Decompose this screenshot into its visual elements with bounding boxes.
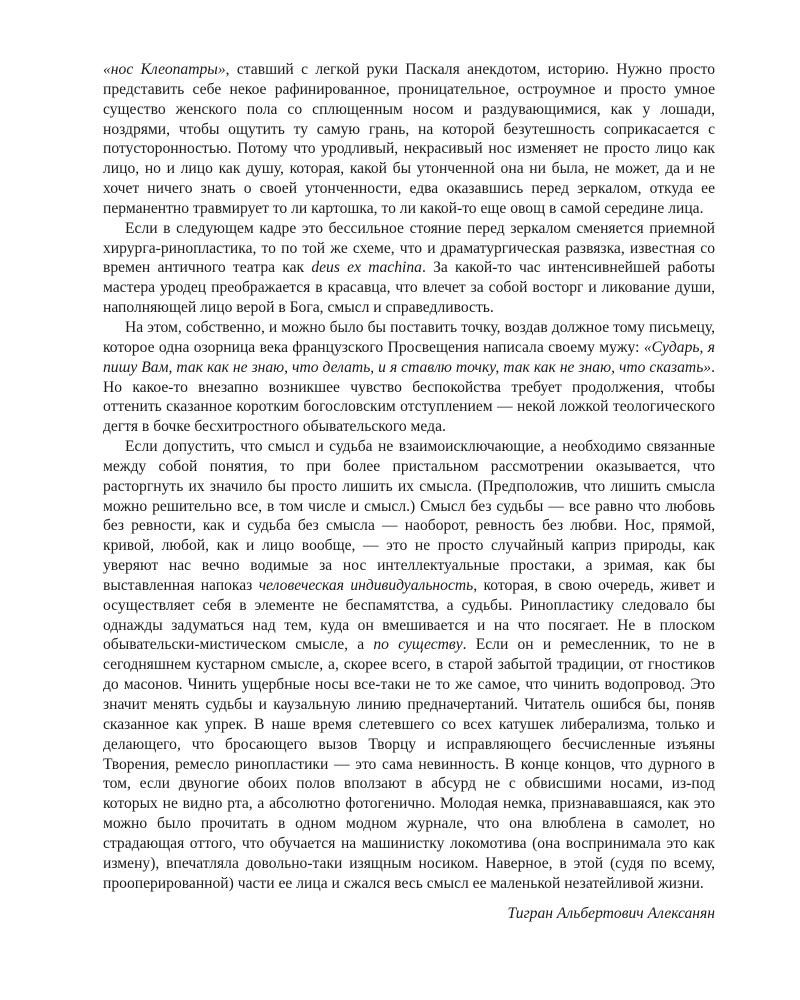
author-signature: Тигран Альбертович Алексанян — [507, 905, 715, 923]
paragraph-1-part-2: , ставший с легкой руки Паскаля анекдотом, историю. Нужно просто представить себе некое рафинированное, проницательное, остроумное и просто умное существо женского пола со сплющенным носом и раздувающимися, как у лошади, ноздрями, чтобы ощутить ту самую грань, на которой безутешность соприкасается с потусторонностью. Потому что уродливый, некрасивый нос изменяет не просто лицо как лицо, но и лицо как душу, которая, какой бы утонченной она ни была, не может, да и не хочет ничего знать о своей утонченности, едва оказавшись перед зеркалом, откуда ее перманентно травмирует то ли картошка, то ли какой-то еще овощ в самой середине лица. — [103, 61, 715, 217]
paragraph-4-part-2: человеческая индивидуальность — [258, 576, 474, 594]
paragraph-3-part-1: На этом, собственно, и можно было бы поставить точку, воздав должное тому письмецу, которое одна озорница века французского Просвещения написала своему мужу: — [103, 318, 715, 356]
paragraph-2-part-1: Если в следующем кадре это бессильное стояние перед зеркалом сменяется приемной хирурга-ринопластика, то по той же схеме, что и драматургическая развязка, известная со времен античного театра как — [103, 219, 715, 277]
paragraph-3-part-2: «Сударь, я пишу Вам, так как не знаю, что делать, и я ставлю точку, так как не знаю, что сказать» — [103, 338, 715, 376]
paragraph-4-part-5: . Если он и ремесленник, то не в сегодняшнем кустарном смысле, а, скорее всего, в старой забытой традиции, от гностиков до масонов. Чинить ущербные носы все-таки не то же самое, что чинить водопровод. Это значит менять судьбы и каузальную линию предначертаний. Читатель ошибся бы, поняв сказанное как упрек. В наше время слетевшего со всех катушек либерализма, только и делающего, что бросающего вызов Творцу и исправляющего бесчисленные изъяны Творения, ремесло ринопластики — это сама невинность. В конце концов, что дурного в том, если двуногие обоих полов вползают в абсурд не с обвисшими носами, из-под которых не видно рта, а абсолютно фотогенично. Молодая немка, признававшаяся, как это можно было прочитать в одном модном журнале, что она влюблена в самолет, но страдающая оттого, что обучается на машинистку локомотива (она воспринимала это как измену), впечатляла довольно-таки изящным носиком. Наверное, в этой (судя по всему, прооперированной) части ее лица и сжался весь смысл ее маленькой незатейливой жизни. — [103, 636, 715, 892]
document-page — [103, 60, 715, 924]
paragraph-1-part-1: «нос Клеопатры» — [103, 61, 226, 78]
paragraph-3 — [103, 318, 715, 437]
paragraph-3-part-3: . Но какое-то внезапно возникшее чувство беспокойства требует продолжения, чтобы оттенить сказанное коротким богословским отступлением — некой ложкой теологического дегтя в бочке бесхитростного обывательского меда. — [103, 358, 715, 436]
paragraph-4-part-3: , которая, в свою очередь, живет и осуществляет себя в элементе не беспамятства, а судьбы. Ринопластику следовало бы однажды задуматься над тем, куда он вмешивается и на что посягает. Не в плоском обывательски-мистическом смысле, а — [103, 576, 716, 654]
paragraph-1 — [103, 60, 715, 219]
paragraph-2-part-3: . За какой-то час интенсивнейшей работы мастера уродец преображается в красавца, что влечет за собой восторг и ликование души, наполняющей лицо верой в Бога, смысл и справедливость. — [103, 259, 715, 317]
paragraph-4-part-1: Если допустить, что смысл и судьба не взаимоисключающие, а необходимо связанные между собой понятия, то при более пристальном рассмотрении оказывается, что расторгнуть их значило бы просто лишить их смысла. (Предположив, что лишить смысла можно решительно все, в том числе и смысл.) Смысл без судьбы — все равно что любовь без ревности, как и судьба без смысла — наоборот, ревность без любви. Нос, прямой, кривой, любой, как и лицо вообще, — это не просто случайный каприз природы, как уверяют нас вечно водимые за нос интеллектуальные простаки, а зримая, как бы выставленная напоказ — [103, 438, 715, 594]
paragraph-4 — [103, 437, 715, 893]
paragraph-2-part-2: deus ex machina — [311, 259, 422, 277]
paragraph-4-part-4: по существу — [373, 636, 463, 654]
paragraph-2 — [103, 219, 715, 318]
